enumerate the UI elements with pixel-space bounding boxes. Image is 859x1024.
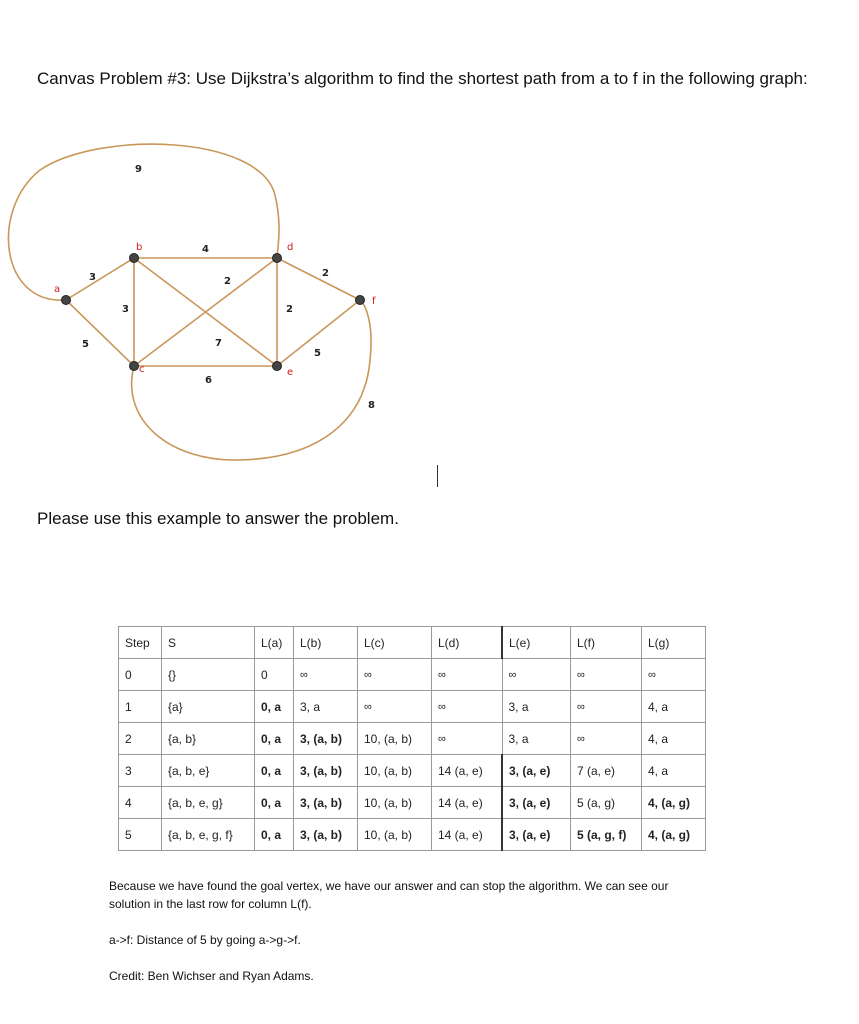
- table-cell: 14 (a, e): [432, 787, 503, 819]
- table-row: [119, 659, 706, 691]
- table-cell: 4, (a, g): [642, 819, 706, 851]
- table-cell: 0: [255, 659, 294, 691]
- dijkstra-table: [118, 626, 706, 851]
- table-cell: ∞: [358, 691, 432, 723]
- table-cell: 4, a: [642, 723, 706, 755]
- table-cell: 4, a: [642, 691, 706, 723]
- node-label-f: f: [372, 296, 376, 307]
- edge-weight: 7: [215, 338, 222, 349]
- problem-title: Canvas Problem #3: Use Dijkstra’s algorithm to find the shortest path from a to f in the following graph:: [37, 69, 808, 88]
- table-cell: 5 (a, g): [571, 787, 642, 819]
- table-cell: ∞: [571, 723, 642, 755]
- node-d: [273, 254, 282, 263]
- table-cell: 10, (a, b): [358, 755, 432, 787]
- graph-diagram: [0, 135, 450, 495]
- edge-weight: 3: [122, 304, 129, 315]
- table-cell: 3, (a, b): [294, 723, 358, 755]
- table-cell: 5 (a, g, f): [571, 819, 642, 851]
- node-label-e: e: [287, 367, 294, 378]
- table-cell: 4, (a, g): [642, 787, 706, 819]
- node-label-b: b: [136, 242, 143, 253]
- table-cell: 3, (a, b): [294, 819, 358, 851]
- table-cell: 3, a: [294, 691, 358, 723]
- solution-notes: [109, 877, 709, 1003]
- node-c: [130, 362, 139, 371]
- edge-weight: 3: [89, 272, 96, 283]
- table-cell: 3: [119, 755, 162, 787]
- node-label-c: c: [139, 364, 145, 375]
- column-header: L(f): [571, 627, 642, 659]
- conclusion-text: Because we have found the goal vertex, we have our answer and can stop the algorithm. We can see our solution in the last row for column L(f).: [109, 879, 669, 911]
- table-row: [119, 787, 706, 819]
- table-row: [119, 819, 706, 851]
- table-cell: {a, b, e, g}: [162, 787, 255, 819]
- edge-weight: 6: [205, 375, 212, 386]
- table-cell: 10, (a, b): [358, 819, 432, 851]
- table-cell: 14 (a, e): [432, 755, 503, 787]
- table-cell: 4, a: [642, 755, 706, 787]
- table-cell: 3, (a, e): [502, 819, 571, 851]
- text-cursor: [437, 465, 438, 487]
- table-cell: 3, a: [502, 723, 571, 755]
- table-cell: 0, a: [255, 723, 294, 755]
- table-cell: ∞: [294, 659, 358, 691]
- credit-text: Credit: Ben Wichser and Ryan Adams.: [109, 969, 314, 983]
- column-header: S: [162, 627, 255, 659]
- edge-weight: 2: [224, 276, 231, 287]
- column-header: L(g): [642, 627, 706, 659]
- edge-weight: 9: [135, 164, 142, 175]
- table-cell: 4: [119, 787, 162, 819]
- table-cell: 3, (a, e): [502, 787, 571, 819]
- table-cell: 0: [119, 659, 162, 691]
- edge-a-b: [66, 258, 134, 300]
- table-cell: 10, (a, b): [358, 787, 432, 819]
- edge-weight: 8: [368, 400, 375, 411]
- table-cell: {a, b, e, g, f}: [162, 819, 255, 851]
- table-cell: 0, a: [255, 787, 294, 819]
- column-header: L(c): [358, 627, 432, 659]
- table-cell: 0, a: [255, 819, 294, 851]
- node-e: [273, 362, 282, 371]
- instruction-text: Please use this example to answer the problem.: [37, 509, 399, 528]
- table-cell: 0, a: [255, 755, 294, 787]
- table-row: [119, 755, 706, 787]
- edge-d-f: [277, 258, 360, 300]
- table-cell: 2: [119, 723, 162, 755]
- column-header: Step: [119, 627, 162, 659]
- table-cell: {a, b, e}: [162, 755, 255, 787]
- table-cell: ∞: [432, 723, 503, 755]
- edge-weight: 5: [82, 339, 89, 350]
- table-cell: ∞: [571, 659, 642, 691]
- table-cell: 0, a: [255, 691, 294, 723]
- node-f: [356, 296, 365, 305]
- edge-weight: 2: [322, 268, 329, 279]
- column-header: L(e): [502, 627, 571, 659]
- node-a: [62, 296, 71, 305]
- table-row: [119, 691, 706, 723]
- table-cell: 10, (a, b): [358, 723, 432, 755]
- table-cell: {a}: [162, 691, 255, 723]
- table-cell: ∞: [571, 691, 642, 723]
- node-label-a: a: [54, 284, 61, 295]
- table-cell: ∞: [642, 659, 706, 691]
- table-cell: 3, (a, b): [294, 755, 358, 787]
- table-cell: 7 (a, e): [571, 755, 642, 787]
- table-cell: 3, (a, b): [294, 787, 358, 819]
- edge-weight: 2: [286, 304, 293, 315]
- column-header: L(d): [432, 627, 503, 659]
- column-header: L(b): [294, 627, 358, 659]
- table-cell: 14 (a, e): [432, 819, 503, 851]
- table-cell: ∞: [502, 659, 571, 691]
- answer-text: a->f: Distance of 5 by going a->g->f.: [109, 933, 301, 947]
- column-header: L(a): [255, 627, 294, 659]
- table-cell: 1: [119, 691, 162, 723]
- edge-c-f: [132, 300, 371, 460]
- table-cell: 3, a: [502, 691, 571, 723]
- table-cell: {}: [162, 659, 255, 691]
- table-cell: {a, b}: [162, 723, 255, 755]
- edge-weight: 5: [314, 348, 321, 359]
- edge-weight: 4: [202, 244, 209, 255]
- table-cell: ∞: [358, 659, 432, 691]
- table-cell: ∞: [432, 691, 503, 723]
- table-cell: 3, (a, e): [502, 755, 571, 787]
- node-b: [130, 254, 139, 263]
- table-header-row: [119, 627, 706, 659]
- node-label-d: d: [287, 242, 294, 253]
- table-cell: ∞: [432, 659, 503, 691]
- table-row: [119, 723, 706, 755]
- table-cell: 5: [119, 819, 162, 851]
- edge-a-d: [8, 144, 279, 300]
